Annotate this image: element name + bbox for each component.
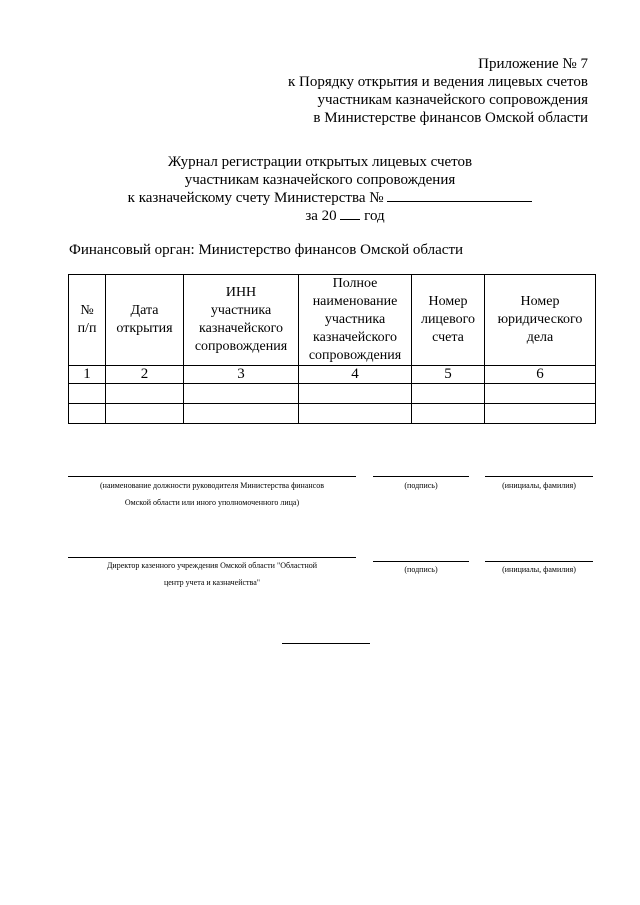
journal-title-line: Журнал регистрации открытых лицевых счетов bbox=[167, 154, 473, 170]
appendix-line: к Порядку открытия и ведения лицевых счетов bbox=[287, 74, 588, 90]
table-cell[interactable] bbox=[485, 384, 596, 404]
name-signature-line[interactable] bbox=[485, 476, 593, 477]
closing-separator bbox=[282, 643, 370, 644]
col-header-date: Дата открытия bbox=[106, 275, 184, 366]
table-cell[interactable] bbox=[184, 404, 299, 424]
col-header-account-number: Номер лицевого счета bbox=[412, 275, 485, 366]
director-signature-line[interactable] bbox=[68, 557, 356, 558]
name-caption: (инициалы, фамилия) bbox=[502, 565, 576, 574]
column-number: 3 bbox=[184, 366, 299, 384]
table-cell[interactable] bbox=[184, 384, 299, 404]
signature-caption: (подпись) bbox=[404, 481, 438, 490]
table-cell[interactable] bbox=[299, 384, 412, 404]
name-signature-line[interactable] bbox=[485, 561, 593, 562]
journal-title-line bbox=[0, 189, 640, 207]
journal-title bbox=[0, 153, 640, 225]
director-caption: Директор казенного учреждения Омской области "Областной bbox=[106, 561, 318, 570]
table-cell[interactable] bbox=[106, 404, 184, 424]
signature-caption: (подпись) bbox=[404, 565, 438, 574]
column-number: 2 bbox=[106, 366, 184, 384]
col-header-inn: ИНН участника казначейского сопровождения bbox=[184, 275, 299, 366]
position-caption: Омской области или иного уполномоченного лица) bbox=[124, 498, 300, 507]
account-number-blank[interactable] bbox=[387, 201, 532, 202]
appendix-line: в Министерстве финансов Омской области bbox=[313, 110, 588, 126]
position-caption: (наименование должности руководителя Министерства финансов bbox=[100, 481, 324, 490]
journal-title-line: участникам казначейского сопровождения bbox=[184, 172, 456, 188]
table-cell[interactable] bbox=[412, 404, 485, 424]
appendix-title: Приложение № 7 bbox=[478, 56, 588, 72]
appendix-line: участникам казначейского сопровождения bbox=[317, 92, 588, 108]
appendix-header bbox=[288, 55, 588, 127]
table-cell[interactable] bbox=[485, 404, 596, 424]
table-cell[interactable] bbox=[412, 384, 485, 404]
director-caption: центр учета и казначейства" bbox=[163, 578, 261, 587]
table-cell[interactable] bbox=[69, 404, 106, 424]
table-row bbox=[69, 384, 596, 404]
table-number-row bbox=[69, 366, 596, 384]
year-suffix: год bbox=[364, 208, 385, 224]
table-cell[interactable] bbox=[106, 384, 184, 404]
registration-table bbox=[68, 274, 596, 424]
table-header-row bbox=[69, 275, 596, 366]
position-signature-line[interactable] bbox=[68, 476, 356, 477]
column-number: 5 bbox=[412, 366, 485, 384]
table-cell[interactable] bbox=[299, 404, 412, 424]
col-header-full-name: Полное наименование участника казначейского сопровождения bbox=[299, 275, 412, 366]
table-cell[interactable] bbox=[69, 384, 106, 404]
column-number: 4 bbox=[299, 366, 412, 384]
signature-line[interactable] bbox=[373, 561, 469, 562]
name-caption: (инициалы, фамилия) bbox=[502, 481, 576, 490]
account-label: к казначейскому счету Министерства № bbox=[127, 190, 384, 206]
table-row bbox=[69, 404, 596, 424]
col-header-case-number: Номер юридического дела bbox=[485, 275, 596, 366]
column-number: 6 bbox=[485, 366, 596, 384]
journal-year-line bbox=[0, 207, 640, 225]
year-blank[interactable] bbox=[340, 219, 360, 220]
column-number: 1 bbox=[69, 366, 106, 384]
signature-line[interactable] bbox=[373, 476, 469, 477]
col-header-number: № п/п bbox=[69, 275, 106, 366]
year-prefix: за 20 bbox=[305, 208, 337, 224]
financial-body: Финансовый орган: Министерство финансов Омской области bbox=[69, 242, 464, 258]
